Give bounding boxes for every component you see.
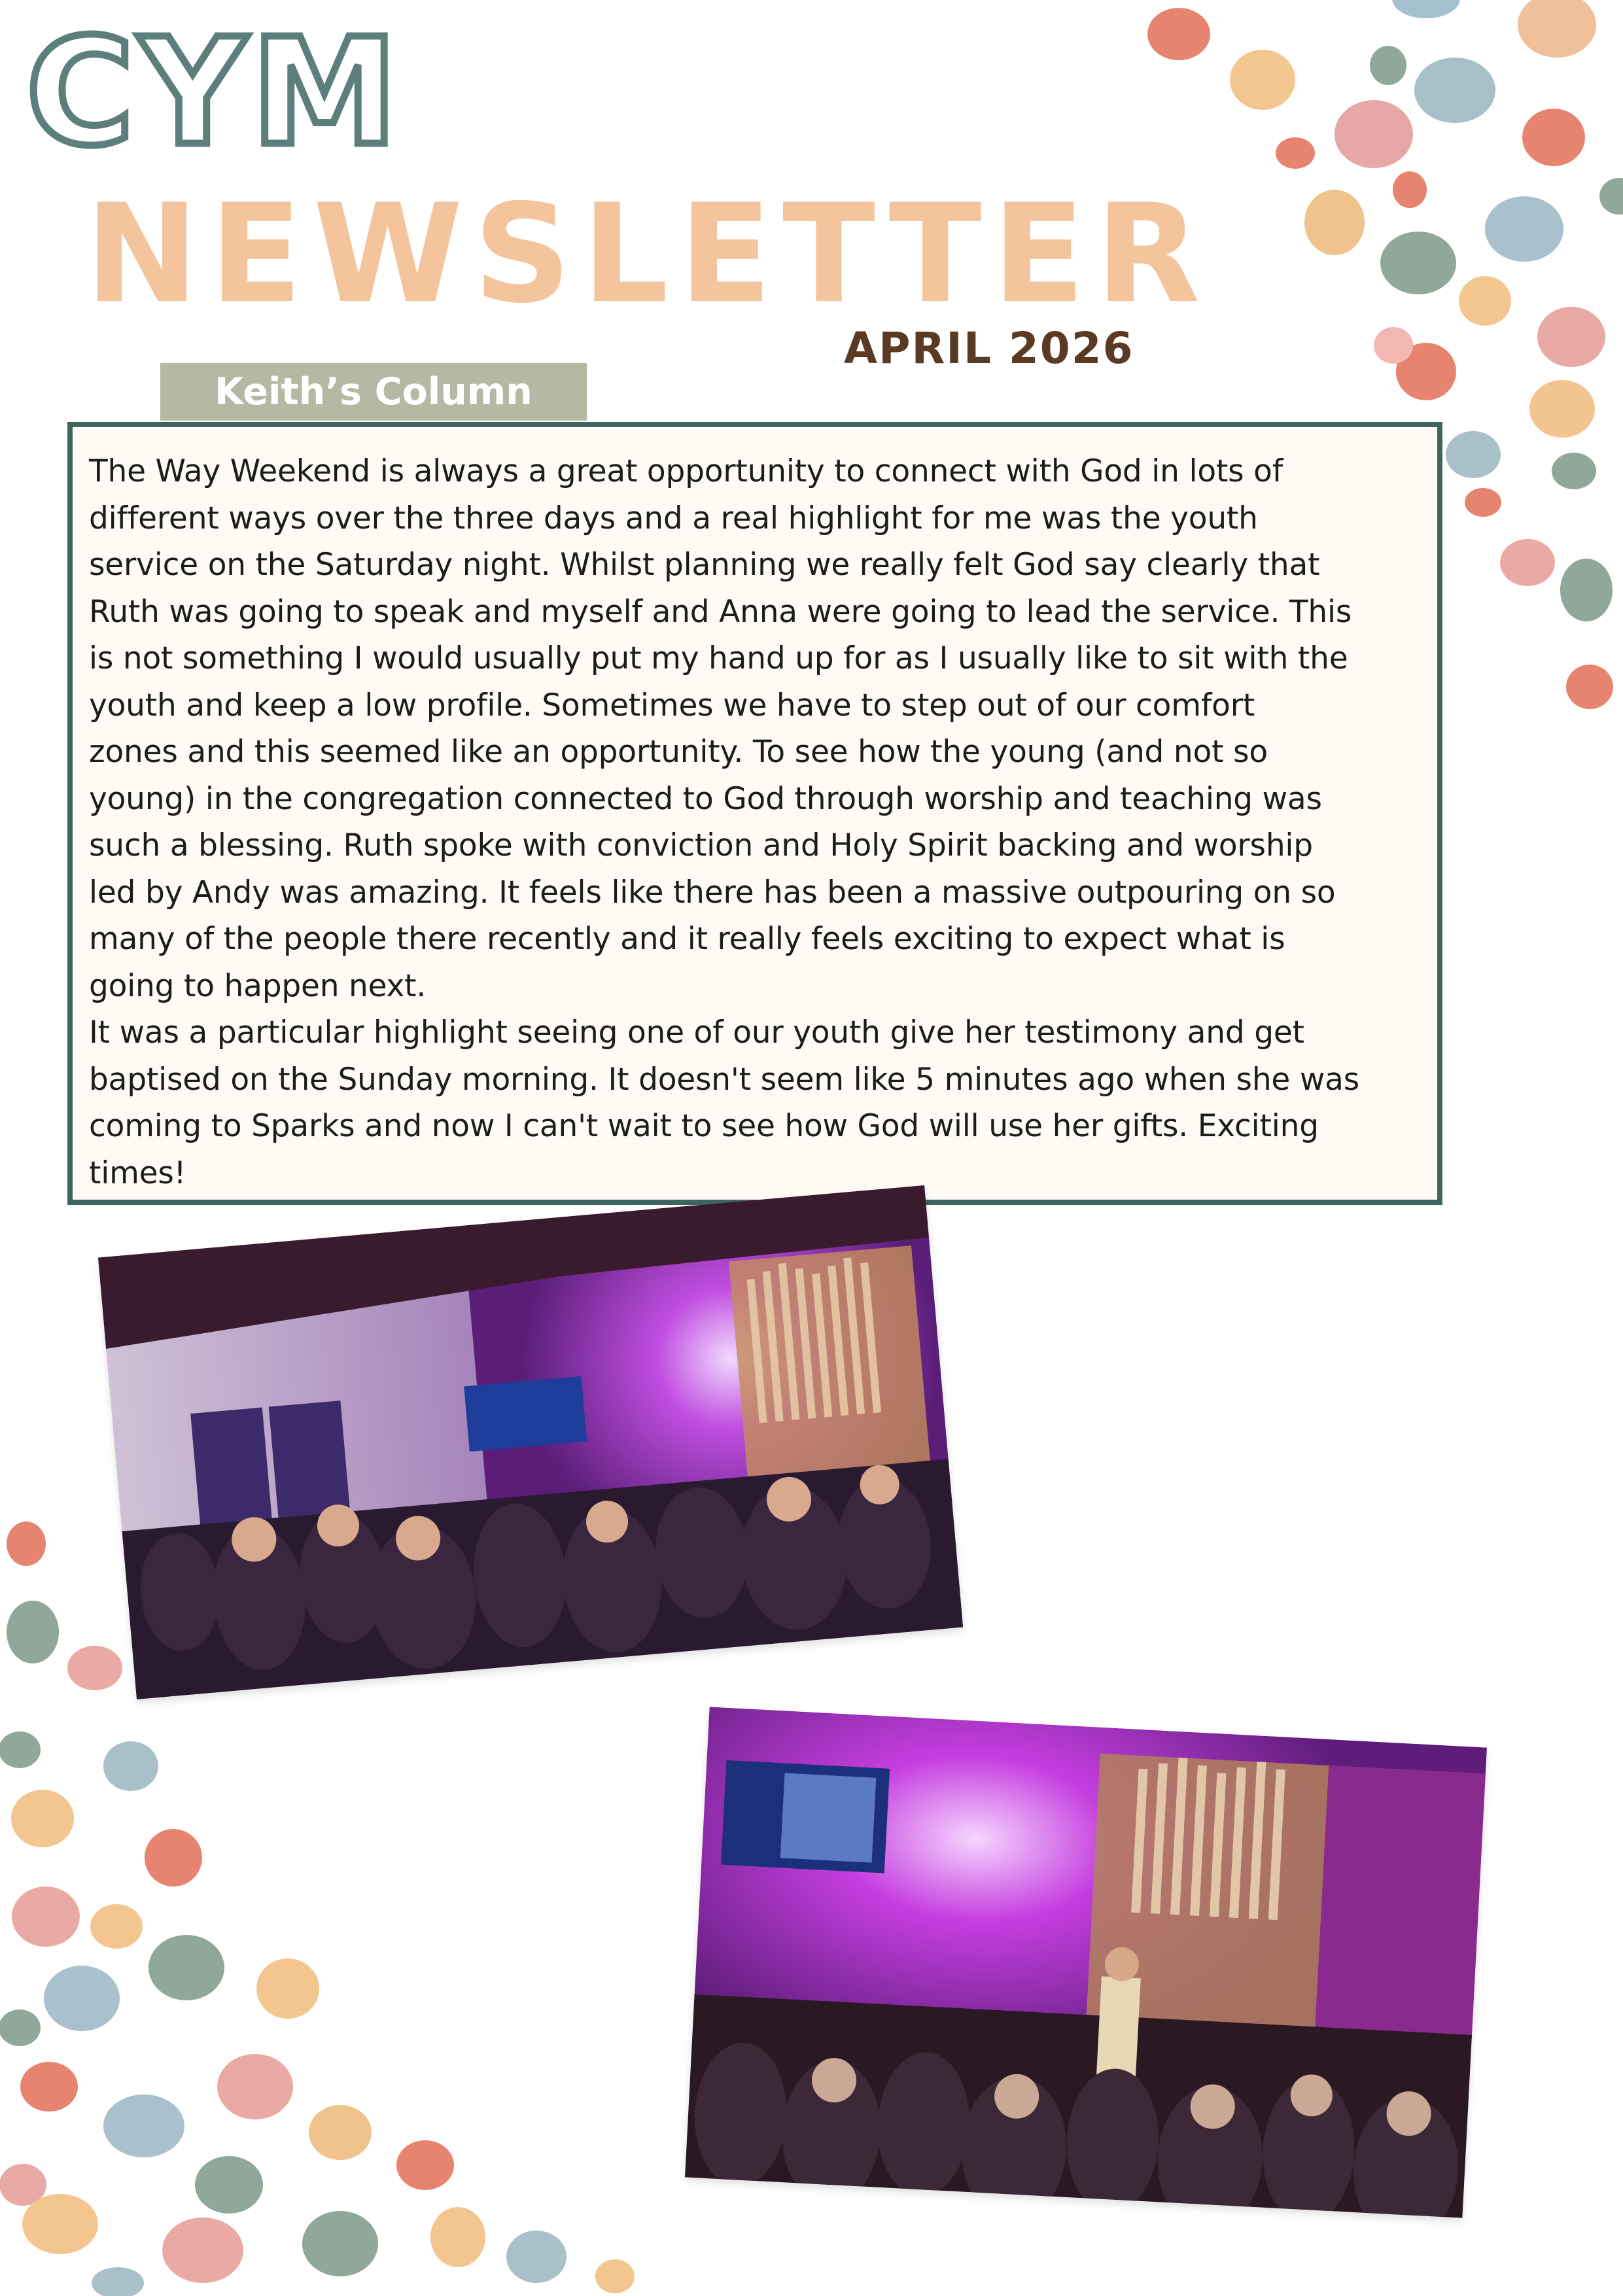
column-line: youth and keep a low profile. Sometimes we have to step out of our comfort: [89, 687, 1255, 723]
column-line: going to happen next.: [89, 967, 427, 1004]
youth-service-worship-congregation-photo: [98, 1185, 963, 1699]
column-line: led by Andy was amazing. It feels like there has been a massive outpouring on so: [89, 874, 1336, 911]
column-line: Ruth was going to speak and myself and Anna were going to lead the service. This: [89, 593, 1352, 630]
newsletter-title: NEWSLETTER: [85, 175, 1211, 334]
column-line: zones and this seemed like an opportunity. To see how the young (and not so: [89, 734, 1268, 770]
speaker-at-front-of-church-photo: [685, 1707, 1487, 2218]
column-line: times!: [89, 1155, 186, 1191]
column-line: service on the Saturday night. Whilst planning we really felt God say clearly that: [89, 547, 1320, 583]
newsletter-group-title: CYM: [26, 7, 403, 179]
column-line: is not something I would usually put my hand up for as I usually like to sit with the: [89, 640, 1348, 676]
column-line: many of the people there recently and it really feels exciting to expect what is: [89, 921, 1285, 957]
column-text-box: [67, 422, 1442, 1205]
column-line: It was a particular highlight seeing one of our youth give her testimony and get: [89, 1015, 1304, 1051]
column-line: The Way Weekend is always a great opportunity to connect with God in lots of: [89, 453, 1283, 489]
column-heading-tab: Keith’s Column: [160, 363, 587, 421]
column-line: young) in the congregation connected to God through worship and teaching was: [89, 780, 1322, 817]
column-line: such a blessing. Ruth spoke with conviction and Holy Spirit backing and worship: [89, 827, 1313, 863]
column-line: different ways over the three days and a real highlight for me was the youth: [89, 500, 1258, 536]
column-line: coming to Sparks and now I can't wait to see how God will use her gifts. Exciting: [89, 1108, 1319, 1144]
issue-date: APRIL 2026: [844, 323, 1134, 374]
column-line: baptised on the Sunday morning. It doesn't seem like 5 minutes ago when she was: [89, 1061, 1360, 1098]
